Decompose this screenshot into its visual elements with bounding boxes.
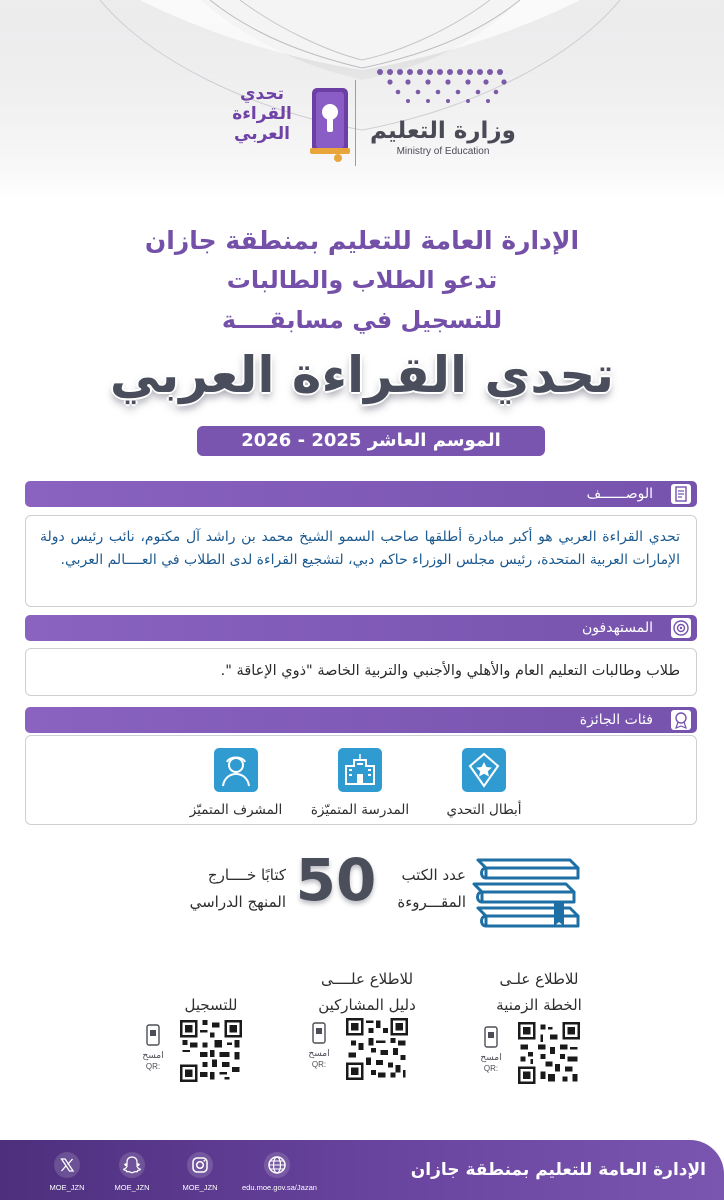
instagram-handle[interactable]: MOE_JZN xyxy=(182,1183,218,1192)
ministry-name-en: Ministry of Education xyxy=(396,146,490,157)
school-building-icon xyxy=(338,748,382,792)
moe-logo xyxy=(368,66,518,170)
snapchat-link[interactable] xyxy=(97,1152,167,1192)
challenge-logo-text: تحدي القراءة العربي xyxy=(232,84,292,144)
qr-code-guide[interactable] xyxy=(346,1018,408,1080)
prizes-label: فئات الجائزة xyxy=(579,712,653,728)
qr-guide[interactable] xyxy=(298,1018,408,1086)
prize-label: أبطال التحدي xyxy=(446,802,522,818)
prize-label: المدرسة المتميّزة xyxy=(310,802,410,818)
moe-dots-icon xyxy=(368,66,518,110)
qr-register[interactable] xyxy=(132,1020,242,1088)
prize-supervisor xyxy=(186,748,286,818)
book-keyhole-icon xyxy=(308,86,352,162)
qr-timeline[interactable] xyxy=(470,1022,580,1090)
logo-divider xyxy=(355,80,356,166)
snapchat-handle[interactable]: MOE_JZN xyxy=(114,1183,150,1192)
website-link[interactable] xyxy=(242,1152,317,1192)
invite-title: تدعو الطلاب والطالبات xyxy=(226,266,498,294)
footer-title: الإدارة العامة للتعليم بمنطقة جازان xyxy=(410,1160,706,1180)
target-header xyxy=(25,615,697,641)
description-box xyxy=(25,515,697,607)
globe-icon xyxy=(264,1152,290,1178)
supervisor-icon xyxy=(214,748,258,792)
prizes-box xyxy=(25,735,697,825)
qr-caption-timeline: للاطلاع علـى الخطة الزمنية xyxy=(496,970,582,1014)
description-label: الوصــــــف xyxy=(586,486,653,502)
award-icon xyxy=(671,710,691,730)
prize-label: المشرف المتميّز xyxy=(189,802,283,818)
prize-champions xyxy=(434,748,534,818)
instagram-link[interactable] xyxy=(165,1152,235,1192)
snapchat-icon xyxy=(119,1152,145,1178)
phone-scan-icon xyxy=(145,1024,161,1046)
qr-caption-register: للتسجيل xyxy=(184,996,238,1014)
directorate-title: الإدارة العامة للتعليم بمنطقة جازان xyxy=(144,226,580,255)
x-link[interactable] xyxy=(32,1152,102,1192)
prizes-header xyxy=(25,707,697,733)
phone-scan-icon xyxy=(483,1026,499,1048)
prize-school xyxy=(310,748,410,818)
target-label: المستهدفون xyxy=(582,620,653,636)
books-stack-icon xyxy=(470,850,586,936)
x-handle[interactable]: MOE_JZN xyxy=(49,1183,85,1192)
document-icon xyxy=(671,484,691,504)
scan-hint: امسح QR: xyxy=(470,1026,512,1084)
stat-books-label: عدد الكتب المقـــروءة xyxy=(397,866,466,911)
instagram-icon xyxy=(187,1152,213,1178)
stat-books-note: كتابًا خــــارج المنهج الدراسي xyxy=(189,866,286,911)
qr-code-register[interactable] xyxy=(180,1020,242,1082)
competition-title: تحدي القراءة العربي xyxy=(109,346,615,404)
ministry-name-ar: وزارة التعليم xyxy=(370,118,516,144)
header-banner xyxy=(0,0,724,200)
phone-scan-icon xyxy=(311,1022,327,1044)
footer-bar xyxy=(0,1140,724,1200)
season-badge: الموسم العاشر 2025 - 2026 xyxy=(197,426,545,456)
target-text: طلاب وطالبات التعليم العام والأهلي والأجنبي والتربية الخاصة "ذوي الإعاقة ". xyxy=(220,663,680,679)
qr-code-timeline[interactable] xyxy=(518,1022,580,1084)
description-text: تحدي القراءة العربي هو أكبر مبادرة أطلقها صاحب السمو الشيخ محمد بن راشد آل مكتوم، نائب رئيس دولة الإمارات العربية المتحدة، رئيس مجلس الوزراء حاكم دبي، لتشجيع القراءة لدى الطلاب في العــــالم العربي. xyxy=(40,529,680,568)
register-title: للتسجيل في مسابقــــة xyxy=(221,306,503,334)
target-icon xyxy=(671,618,691,638)
description-header xyxy=(25,481,697,507)
reading-challenge-logo xyxy=(222,80,354,172)
target-box xyxy=(25,648,697,696)
scan-hint: امسح QR: xyxy=(132,1024,174,1082)
scan-hint: امسح QR: xyxy=(298,1022,340,1080)
website-handle[interactable]: edu.moe.gov.sa/Jazan xyxy=(242,1183,317,1192)
champion-badge-icon xyxy=(462,748,506,792)
qr-caption-guide: للاطلاع علــــى دليل المشاركين xyxy=(318,970,416,1014)
x-icon xyxy=(54,1152,80,1178)
open-book-background xyxy=(0,0,724,200)
stat-books-number: 50 xyxy=(295,846,377,914)
